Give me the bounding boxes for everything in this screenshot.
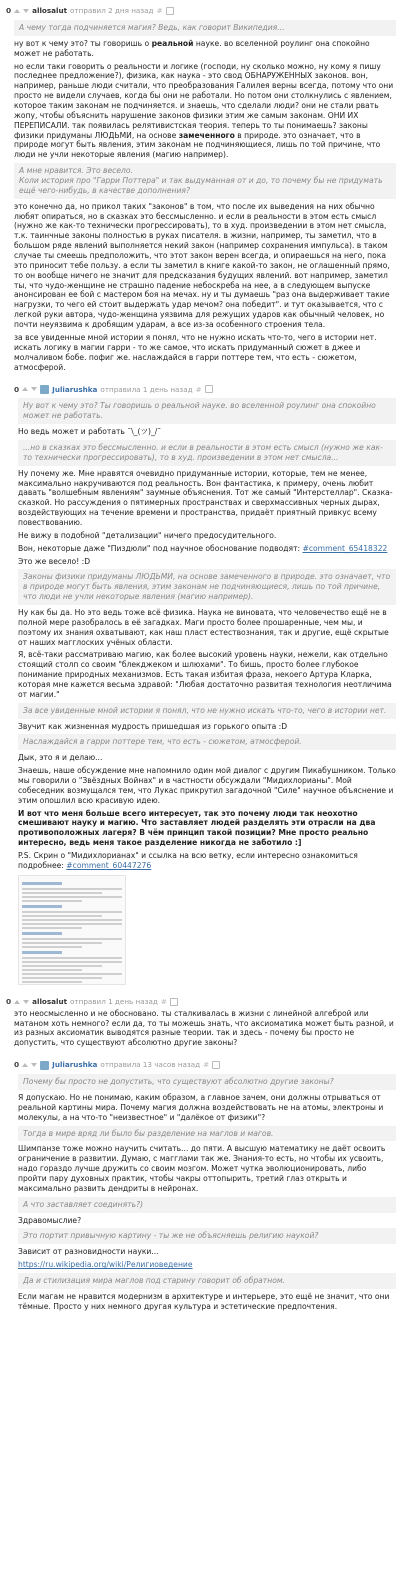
comment-body: [14, 398, 396, 984]
comment-paragraph: [18, 650, 396, 699]
comment-timestamp: отправил 2 дня назад: [70, 6, 154, 16]
text: Здравомыслие?: [18, 1215, 82, 1225]
bold-text: замеченного: [178, 130, 235, 140]
thumbnail-line: [22, 919, 122, 921]
bookmark-icon[interactable]: [205, 385, 213, 393]
bookmark-icon[interactable]: [212, 1061, 220, 1069]
thumbnail-line: [22, 888, 122, 890]
text: но если таки говорить о реальности и логике (господи, ну сколько можно, ну кому я пишу последнее предложение?), физика, как наука - это свод ОБНАРУЖЕННЫХ законов. вон, например, раньше люди считали, что преобразования Галилея верны всегда, потому что они просто не видели случаев, когда бы они не работали. Но потом они столкнулись с явлением, которое таким законам не подчиняется. и знаешь, что сделали люди? они не стали рвать жопу, чтобы объяснить нарушение законов физики этим же самым законам. ОНИ ИХ ПЕРЕПИСАЛИ. так появилась релятивистская теория. теперь то ты понимаешь? законы физики придуманы ЛЮДЬМИ, на основе: [14, 61, 394, 140]
comment-header: [6, 995, 396, 1009]
comment-paragraph: [18, 608, 396, 647]
comment-timestamp: отправил 1 день назад: [70, 997, 158, 1007]
text: Знаешь, наше обсуждение мне напомнило один мой диалог с другим Пикабушником. Только мы говорили о "Звёздных Войнах" и в частности обсуждали "Мидихлорианы". Мой собеседник возмущался тем, что Лукас прикрутил загадочной "Силе" научное объяснение и этим опошлил всю красивую идею.: [18, 766, 396, 805]
thumbnail-line: [22, 915, 102, 917]
quote-block: Наслаждайся в гарри поттере тем, что есть - сюжетом, атмосферой.: [18, 734, 396, 750]
username[interactable]: Juliarushka: [52, 1060, 98, 1070]
comment-paragraph: [18, 427, 396, 437]
comment-paragraph: [14, 333, 396, 372]
text: Ну как бы да. Но это ведь тоже всё физика. Наука не виновата, что человечество ещё не в полной мере разобралось в её загадках. Маги просто более прошаренные, чем мы, и поэтому их знания охватывают, как наш пласт естествознания, так и другие, ещё скрытые от наших магглоских учёных области.: [18, 607, 389, 647]
comment-link-icon[interactable]: #: [203, 1060, 210, 1070]
text: это неосмысленно и не обосновано. ты сталкивалась в жизни с линейной алгеброй или матаном хоть немного? если да, то ты можешь знать, что аксиоматика может быть разной, и из разных аксиоматик выводятся разные теории. так и здесь - почему бы просто не допустить, что существуют абсолютно другие законы?: [14, 1008, 394, 1048]
quote-block: Ну вот к чему это? Ты говоришь о реальной науке. во вселенной роулинг она спокойно может не работать.: [18, 398, 396, 424]
comment-paragraph: [18, 531, 396, 541]
text: Это же весело! :D: [18, 556, 91, 566]
thumbnail-line: [22, 938, 122, 940]
text: Но ведь может и работать ¯\_(ツ)_/¯: [18, 427, 162, 437]
thumbnail-line: [22, 905, 62, 908]
thumbnail-line: [22, 957, 122, 959]
comment-header: [14, 382, 396, 396]
thumbnail-line: [22, 961, 122, 963]
comment-timestamp: отправила 13 часов назад: [100, 1060, 201, 1070]
comment-body: [14, 1074, 396, 1311]
thumbnail-line: [22, 896, 122, 898]
text: Если магам не нравится модернизм в архитектуре и интерьере, это ещё не значит, что они тёмные. Просто у них немного другая культура и эстетические предпочтения.: [18, 1291, 390, 1311]
comment-paragraph: [14, 202, 396, 330]
text: это конечно да, но прикол таких "законов" в том, что после их выведения на них обычно любят опираться, но в сказках это бессмысленно. и если в реальности в этом есть смысл (нужно же как-то технически прогрессировать), то в худ. произведении в этом нет смысла, т.к. таинчные законы полностью в руках писателя. в жизни, например, ты заметил, что в большом ряде явлений выполняется некий закон (например сохранения импульса). в таком случае ты смеешь предположить, что этот закон верен всегда, и опираешься на него, пока это приносит тебе пользу. а если ты заметил в книге какой-то закон, не оглашенный прямо, то он вообще ничего не значит для предсказания будущих явлений. вот например, заметил ты, что чудо-женщине не страшно падение небоскреба на нее, а в следующем выпуске анонсирован ее бой с мастером боя на мечах. ну и ты думаешь "раз она выдерживает такие нагрузки, то чего ей стоит выдержать удар мечом? она победит". и тут оказывается, что с легкой руки автора, чудо-женщина уязвима для режущих ударов как обычный человек, но почти неуязвима к дробящим ударам, а все из-за особенного строения тела.: [14, 201, 390, 330]
comment-link[interactable]: https://ru.wikipedia.org/wiki/Религиоведение: [18, 1260, 193, 1270]
text: Шимпанзе тоже можно научить считать... до пяти. А высшую математику не даёт освоить ограничение в развитии. Думаю, с магглами так же. Знания-то есть, но чтобы их усвоить, надо гораздо лучше дружить со своим мозгом. Может чутка эволюционировать, либо пройти пару духовных практик, чтобы чакры оттопырить, третий глаз открыть и максимально развить дендриты в нейронах.: [18, 1144, 386, 1193]
downvote-icon[interactable]: [23, 1000, 29, 1004]
text: P.S. Скрин о "Мидихлорианах" и ссылка на всю ветку, если интересно ознакомиться подробнее:: [18, 851, 358, 870]
comment-timestamp: отправила 1 день назад: [100, 384, 193, 394]
comment-link-icon[interactable]: #: [195, 384, 202, 394]
comment-header: [14, 1058, 396, 1072]
quote-block: А что заставляет соединять?): [18, 1197, 396, 1213]
comment-body: [6, 20, 396, 372]
comment-link-icon[interactable]: #: [156, 6, 163, 16]
comment-rating: 0: [14, 1060, 20, 1070]
text: Вон, некоторые даже "Пиздюли" под научное обоснование подводят:: [18, 543, 303, 553]
thumbnail-line: [22, 977, 102, 979]
comment-header: [6, 4, 396, 18]
comment-paragraph: [18, 1093, 396, 1123]
text: науке. во вселенной роулинг она спокойно может не работать.: [14, 38, 370, 58]
comment-paragraph: [18, 469, 396, 528]
quote-block: ...но в сказках это бессмысленно. и если в реальности в этом есть смысл (нужно же как-то технически прогрессировать), то в худ. произведении в этом нет смысла...: [18, 440, 396, 466]
username[interactable]: allosalut: [32, 6, 68, 16]
comment: [6, 995, 396, 1048]
comment-body: [6, 1009, 396, 1048]
quote-block: За все увиденные мной истории я понял, что не нужно искать что-то, чего в истории нет.: [18, 703, 396, 719]
text: Зависит от разновидности науки...: [18, 1247, 159, 1257]
comment: [14, 382, 396, 984]
quote-block: Да и стилизация мира маглов под старину говорит об обратном.: [18, 1273, 396, 1289]
upvote-icon[interactable]: [14, 9, 20, 13]
thumbnail-line: [22, 969, 82, 971]
thumbnail-line: [22, 927, 82, 929]
text: ну вот к чему это? ты говоришь о: [14, 38, 152, 48]
quote-block: Это портит привычную картину - ты же не объясняешь религию наукой?: [18, 1228, 396, 1244]
comment-rating: 0: [6, 6, 12, 16]
comment-paragraph: [14, 1009, 396, 1048]
quote-block: Законы физики придуманы ЛЮДЬМИ, на основе замеченного в природе. это означает, что в природе могут быть явления, этим законам не подчиняющиеся, лишь по той причине, что люди не учли некоторые явления (магию например).: [18, 569, 396, 605]
quote-block: Тогда в мире вряд ли было бы разделение на маглов и магов.: [18, 1126, 396, 1142]
comment-paragraph: [18, 753, 396, 763]
comment-paragraph: [18, 1292, 396, 1312]
thumbnail-line: [22, 892, 102, 894]
text: Я, всё-таки рассматриваю магию, как более высокий уровень науки, нежели, как отдельно стоящий столп со своим "блекджеком и шлюхами". То бишь, просто более глубокое понимание природных механизмов. Есть такая избитая фраза, некоего Артура Кларка, которая мне кажется весьма здравой: "Любая достаточно развитая технология неотличима от магии.": [18, 650, 392, 699]
thumbnail-line: [22, 951, 62, 954]
bookmark-icon[interactable]: [170, 998, 178, 1006]
comment-paragraph: [18, 1216, 396, 1226]
downvote-icon[interactable]: [31, 387, 37, 391]
bold-text: реальной: [151, 38, 194, 48]
bold-text: И вот что меня больше всего интересует, так это почему люди так неохотно смешивают науку и магию. Что заставляет людей разделять эти отрасли на два противоположных лагеря? В чём принцип такой позиции? Мне просто реально интересно, ведь меня такое разделение никогда не заботило :]: [18, 808, 376, 848]
text: Дык, это я и делаю...: [18, 753, 103, 763]
thumbnail-line: [22, 965, 102, 967]
upvote-icon[interactable]: [22, 387, 28, 391]
comment-paragraph: [18, 1260, 396, 1270]
thumbnail-line: [22, 981, 82, 983]
upvote-icon[interactable]: [22, 1063, 28, 1067]
quote-block: Почему бы просто не допустить, что существуют абсолютно другие законы?: [18, 1074, 396, 1090]
screenshot-thumbnail[interactable]: [18, 875, 126, 985]
comment-paragraph: [18, 809, 396, 848]
comment: [6, 4, 396, 372]
thumbnail-line: [22, 900, 82, 902]
text: Не вижу в подобной "детализации" ничего предосудительного.: [18, 530, 277, 540]
comment-paragraph: [18, 557, 396, 567]
quote-block: А мне нравится. Это весело. Коли история про "Гарри Поттера" и так выдуманная от и до, то почему бы не придумать ещё чего-нибудь, в качестве дополнения?: [14, 163, 396, 199]
comment-paragraph: [14, 62, 396, 161]
bookmark-icon[interactable]: [166, 7, 174, 15]
comment-paragraph: [18, 722, 396, 732]
text: в природе. это означает, что в природе могут быть явления, этим законам не подчиняющиеся, лишь по той причине, что люди не учли некоторые явления (магию например).: [14, 130, 381, 160]
comment-paragraph: [14, 39, 396, 59]
downvote-icon[interactable]: [31, 1063, 37, 1067]
upvote-icon[interactable]: [14, 1000, 20, 1004]
comment-paragraph: [18, 544, 396, 554]
text: Я допускаю. Но не понимаю, каким образом, а главное зачем, они должны отрываться от реальной картины мира. Почему магия должна воздействовать не на атомы, электроны и молекулы, а на что-то "неизвестное" и "далёкое от физики"?: [18, 1093, 384, 1122]
thumbnail-line: [22, 973, 122, 975]
username[interactable]: Juliarushka: [52, 384, 98, 394]
comment-paragraph: [18, 1247, 396, 1257]
comment-rating: 0: [6, 996, 12, 1006]
thumbnail-line: [22, 882, 62, 885]
comment-link[interactable]: #comment_65418322: [302, 543, 388, 553]
thumbnail-line: [22, 911, 122, 913]
username[interactable]: allosalut: [32, 997, 68, 1007]
comment-paragraph: [18, 766, 396, 805]
thumbnail-line: [22, 942, 102, 944]
comment-paragraph: [18, 1144, 396, 1193]
text: за все увиденные мной истории я понял, что не нужно искать что-то, чего в истории нет. искать логику в магии гарри - то же самое, что искать придуманный сюжет в джее и молчаливом бобе. пофиг же. наслаждайся в гарри поттере тем, что есть - сюжетом, атмосферой.: [14, 332, 377, 372]
text: Ну почему же. Мне нравятся очевидно придуманные истории, которые, тем не менее, максимально накручиваются под реальность. Вон фантастика, к примеру, очень любит давать "волшебным явлениям" заумные объяснения. Тот же самый "Интерстеллар". Сказка-сказкой. Но рассуждения о пятимерных пространствах и сверхмассивных черных дырах, воздействующих на течение времени и пространства, придаёт приятный привкус всему повествованию.: [18, 468, 393, 527]
thumbnail-line: [22, 923, 122, 925]
comment: [14, 1058, 396, 1311]
thumbnail-line: [22, 946, 82, 948]
downvote-icon[interactable]: [23, 9, 29, 13]
thumbnail-line: [22, 932, 62, 935]
avatar[interactable]: [40, 1061, 49, 1070]
quote-block: А чему тогда подчиняется магия? Ведь, как говорит Википедия...: [14, 20, 396, 36]
text: Звучит как жизненная мудрость пришедшая из горького опыта :D: [18, 721, 288, 731]
comment-paragraph: [18, 851, 396, 871]
avatar[interactable]: [40, 385, 49, 394]
comment-link[interactable]: #comment_60447276: [66, 860, 152, 870]
comment-rating: 0: [14, 384, 20, 394]
comment-link-icon[interactable]: #: [160, 997, 167, 1007]
